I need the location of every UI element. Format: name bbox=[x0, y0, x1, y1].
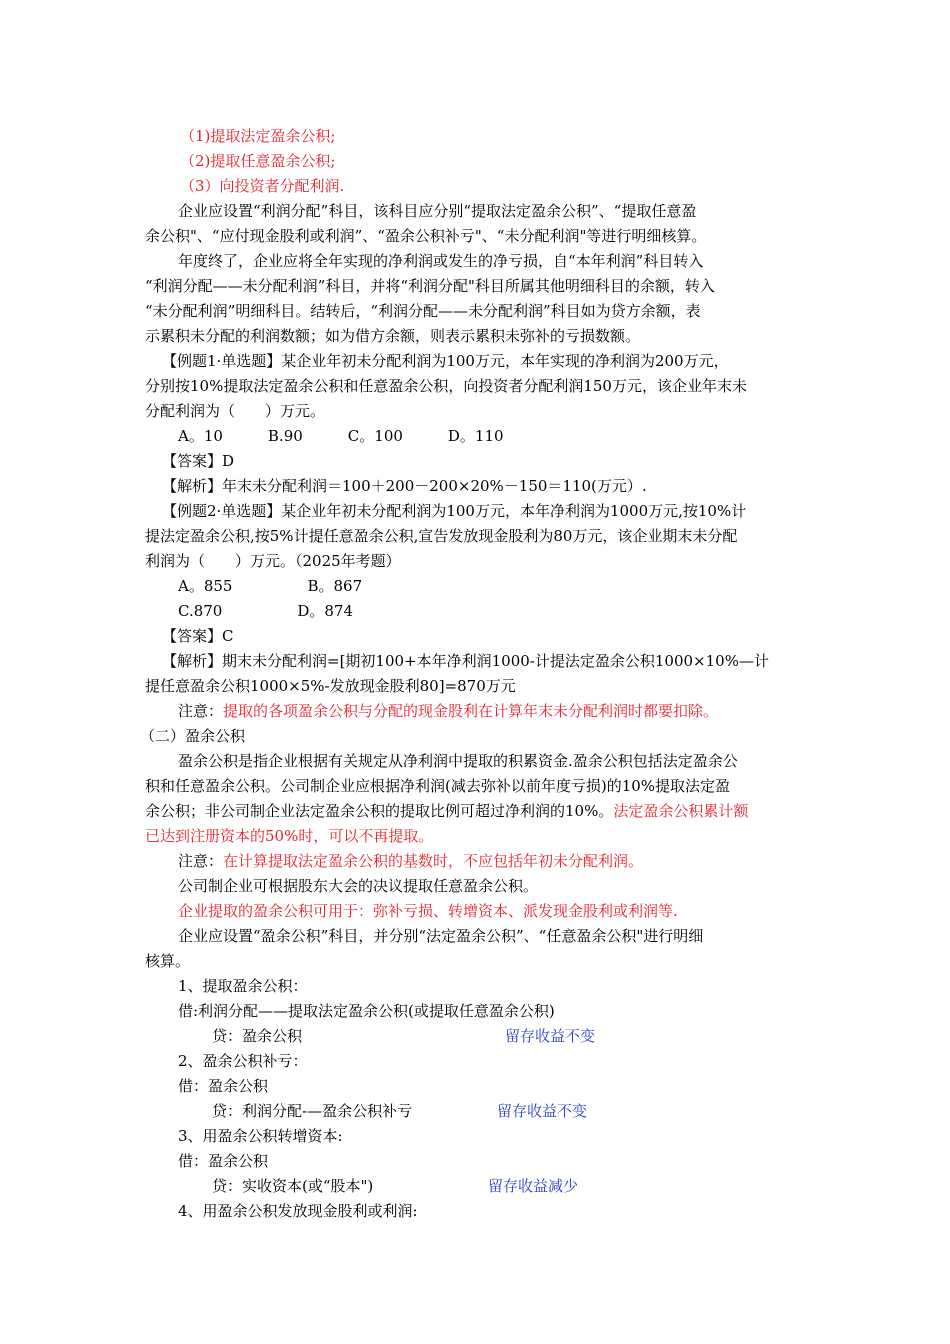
paragraph-line: “利润分配——未分配利润”科目，并将“利润分配"科目所属其他明细科目的余额，转入 bbox=[145, 277, 715, 295]
paragraph-line: 年度终了，企业应将全年实现的净利润或发生的净亏损，自“本年利润”科目转入 bbox=[178, 252, 704, 270]
paragraph-line: 分别按10%提取法定盈余公积和任意盈余公积，向投资者分配利润150万元，该企业年末未 bbox=[145, 377, 747, 395]
retained-earnings-note: 留存收益减少 bbox=[488, 1177, 579, 1195]
note-label: 注意： bbox=[178, 702, 224, 720]
section-heading: （二）盈余公积 bbox=[140, 727, 246, 745]
paragraph-line: 核算。 bbox=[145, 952, 191, 970]
example-2-answer: 【答案】C bbox=[162, 627, 234, 645]
paragraph-line: 企业应设置“利润分配”科目，该科目应分别“提取法定盈余公积”、“提取任意盈 bbox=[178, 202, 697, 220]
example-1-explanation: 【解析】年末未分配利润＝100＋200－200×20%－150＝110(万元）. bbox=[162, 477, 647, 495]
paragraph-line: 分配利润为（ ）万元。 bbox=[145, 402, 326, 420]
note-line bbox=[178, 701, 718, 721]
paragraph-line: 企业应设置“盈余公积”科目，并分别“法定盈余公积”、“任意盈余公积"进行明细 bbox=[178, 927, 704, 945]
retained-earnings-note: 留存收益不变 bbox=[497, 1102, 588, 1120]
paragraph-highlight: 已达到注册资本的50%时，可以不再提取。 bbox=[145, 827, 434, 845]
entry-heading: 3、用盈余公积转增资本: bbox=[178, 1127, 343, 1145]
example-2-explanation: 【解析】期末未分配利润=[期初100+本年净利润1000-计提法定盈余公积1000×10%—计 bbox=[162, 652, 769, 670]
entry-debit: 借:利润分配——提取法定盈余公积(或提取任意盈余公积) bbox=[178, 1002, 555, 1020]
example-2-options: C.870 D。874 bbox=[178, 602, 353, 620]
entry-credit: 贷：盈余公积 bbox=[212, 1027, 303, 1045]
paragraph-line: 利润为（ ）万元。（2025年考题） bbox=[145, 552, 401, 570]
paragraph-highlight: 企业提取的盈余公积可用于：弥补亏损、转增资本、派发现金股利或利润等. bbox=[178, 902, 678, 920]
paragraph-line: 盈余公积是指企业根据有关规定从净利润中提取的积累资金.盈余公积包括法定盈余公 bbox=[178, 752, 738, 770]
example-1-options: A。10 B.90 C。100 D。110 bbox=[178, 427, 504, 445]
note-highlight: 在计算提取法定盈余公积的基数时，不应包括年初未分配利润。 bbox=[223, 852, 644, 870]
paragraph-line: 提任意盈余公积1000×5%-发放现金股利80]=870万元 bbox=[145, 677, 516, 695]
paragraph-line: 提法定盈余公积,按5%计提任意盈余公积,宣告发放现金股利为80万元，该企业期末未分配 bbox=[145, 527, 738, 545]
paragraph-line: 示累积未分配的利润数额；如为借方余额，则表示累积未弥补的亏损数额。 bbox=[145, 327, 641, 345]
paragraph-line: “未分配利润”明细科目。结转后，“利润分配——未分配利润”科目如为贷方余额，表 bbox=[145, 302, 701, 320]
example-1-answer: 【答案】D bbox=[162, 452, 235, 470]
note-line bbox=[178, 851, 643, 871]
list-item-1: （1)提取法定盈余公积; bbox=[180, 127, 336, 145]
paragraph-highlight: 法定盈余公积累计额 bbox=[613, 802, 749, 820]
list-item-3: （3）向投资者分配利润. bbox=[180, 177, 345, 195]
paragraph-line: 余公积"、“应付现金股利或利润”、“盈余公积补亏"、“未分配利润"等进行明细核算。 bbox=[145, 227, 707, 245]
entry-heading: 4、用盈余公积发放现金股利或利润: bbox=[178, 1202, 418, 1220]
paragraph-text: 余公积；非公司制企业法定盈余公积的提取比例可超过净利润的10%。 bbox=[145, 802, 614, 820]
example-1-question: 【例题1·单选题】某企业年初未分配利润为100万元，本年实现的净利润为200万元， bbox=[162, 352, 729, 370]
entry-credit: 贷：实收资本(或“股本") bbox=[212, 1177, 374, 1195]
paragraph-line: 公司制企业可根据股东大会的决议提取任意盈余公积。 bbox=[178, 877, 539, 895]
entry-debit: 借：盈余公积 bbox=[178, 1152, 269, 1170]
example-2-question: 【例题2·单选题】某企业年初未分配利润为100万元，本年净利润为1000万元,按10%计 bbox=[162, 502, 747, 520]
retained-earnings-note: 留存收益不变 bbox=[505, 1027, 596, 1045]
example-2-options: A。855 B。867 bbox=[178, 577, 363, 595]
paragraph-line: 积和任意盈余公积。公司制企业应根据净利润(减去弥补以前年度亏损)的10%提取法定盈 bbox=[145, 777, 731, 795]
note-highlight: 提取的各项盈余公积与分配的现金股利在计算年末未分配利润时都要扣除。 bbox=[223, 702, 719, 720]
entry-heading: 2、盈余公积补亏： bbox=[178, 1052, 308, 1070]
entry-heading: 1、提取盈余公积： bbox=[178, 977, 308, 995]
paragraph-line bbox=[145, 801, 748, 821]
note-label: 注意： bbox=[178, 852, 224, 870]
entry-debit: 借：盈余公积 bbox=[178, 1077, 269, 1095]
entry-credit: 贷：利润分配-—盈余公积补亏 bbox=[212, 1102, 413, 1120]
list-item-2: （2)提取任意盈余公积; bbox=[180, 152, 336, 170]
